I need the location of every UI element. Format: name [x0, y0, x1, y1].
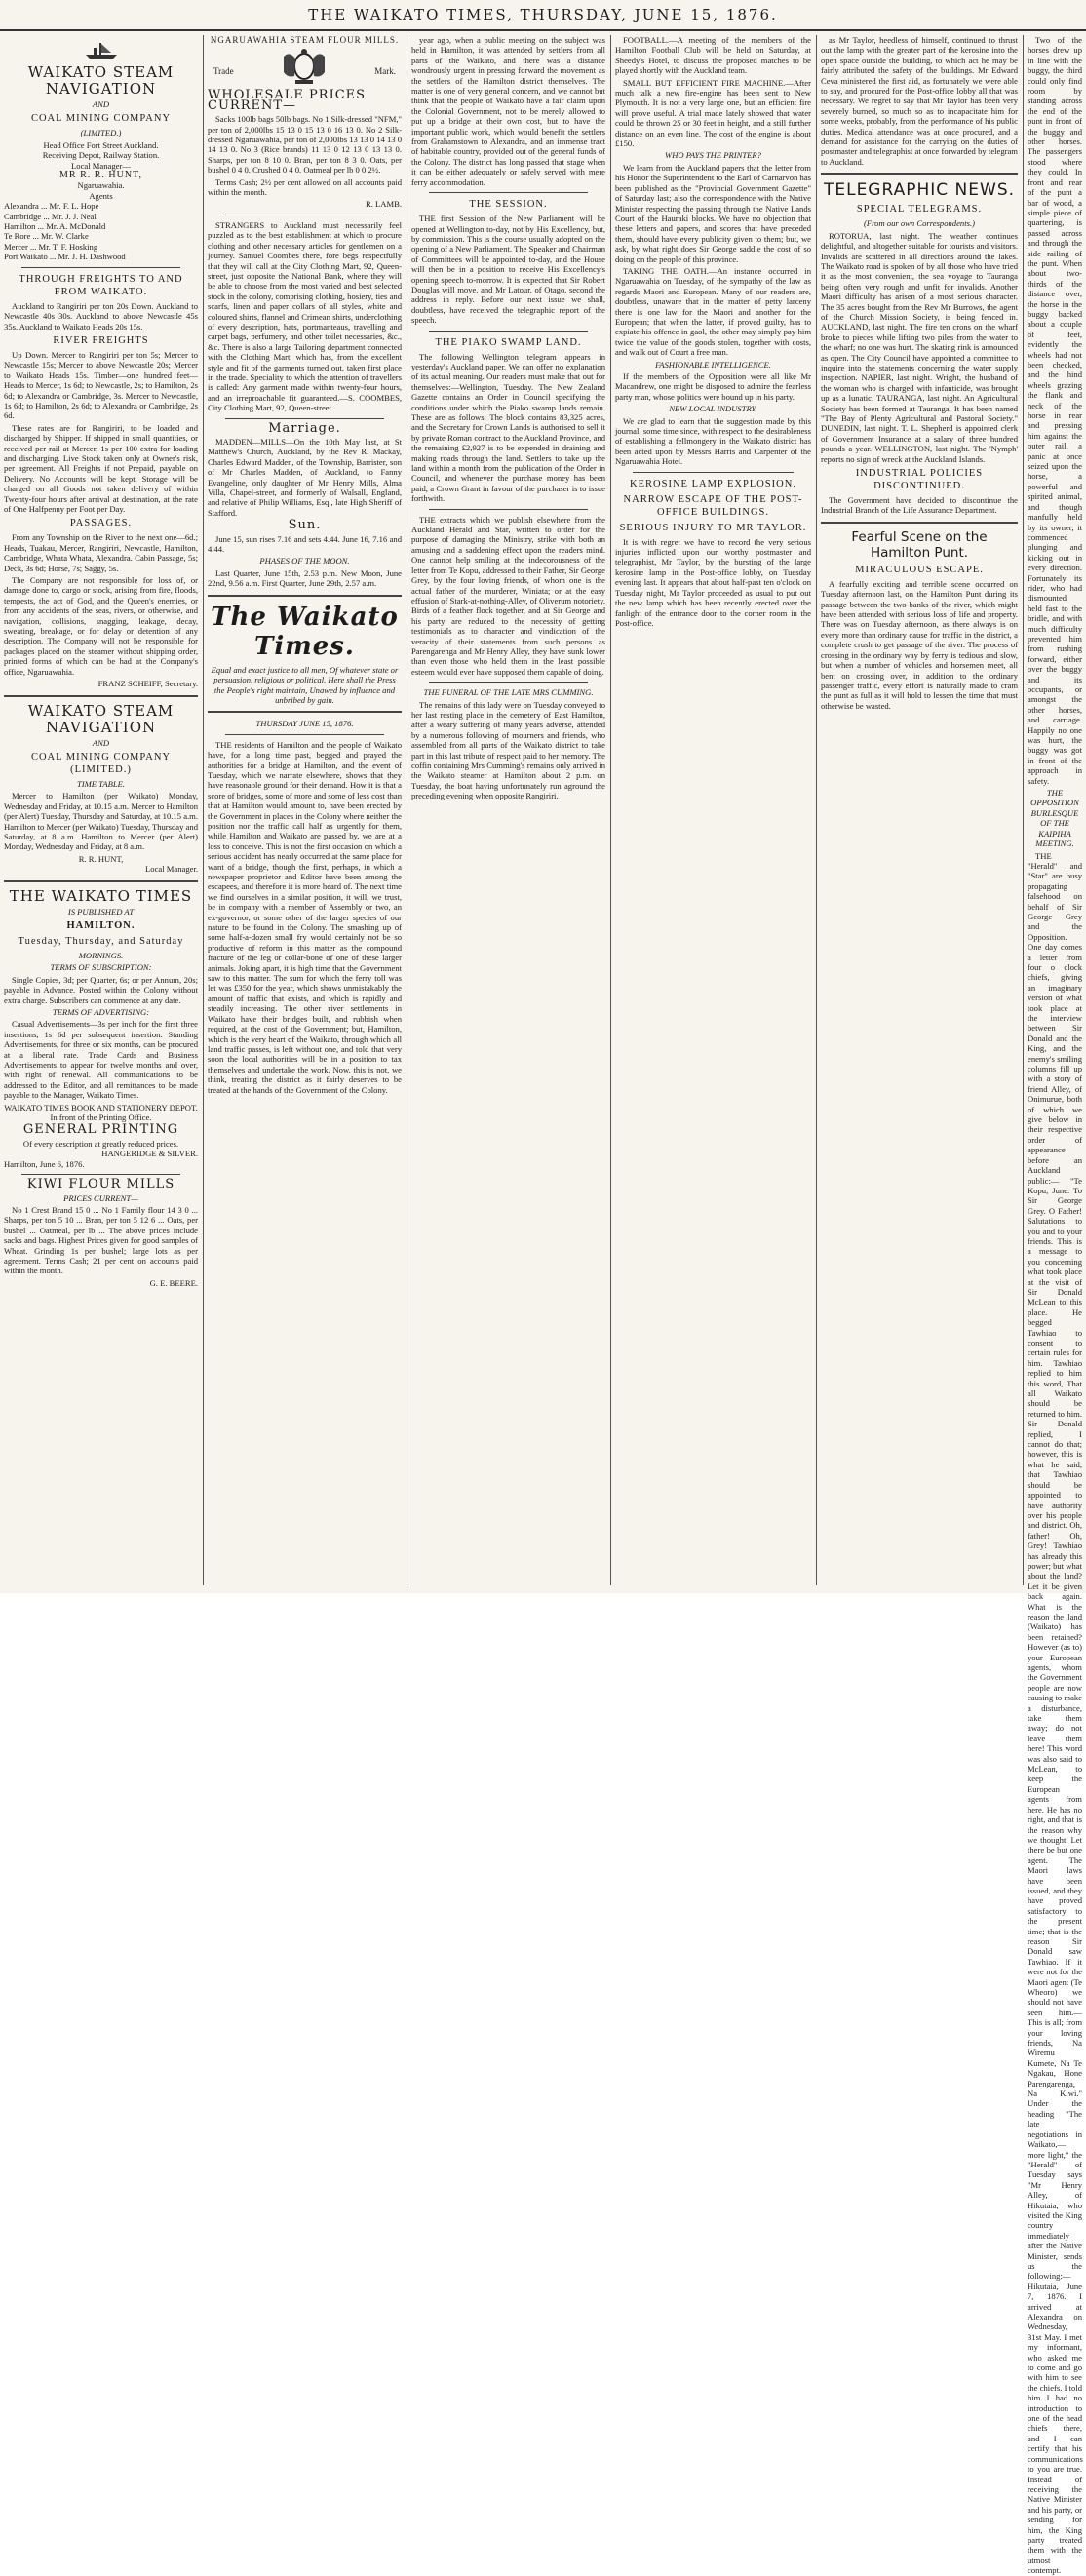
agent-list [4, 201, 198, 261]
paragraph: Casual Advertisements—3s per inch for the first three insertions, 1s 6d per subsequent insertion. Standing Advertisements, for three or six months, can be procured at a liberal rate. Trade Cards and Business Advertisements to appear for twelve months and over, with right of renewal. All communications to be addressed to the Editor, and all remittances to be made payable to the Manager, Waikato Times. [4, 1019, 198, 1101]
ad-heading: NGARUAWAHIA STEAM FLOUR MILLS. [210, 35, 400, 45]
signature: FRANZ SCHEIFF, Secretary. [97, 679, 198, 689]
motto: Equal and exact justice to all men, Of whatever state or persuasion, religious or political. Here shall the Press the People's right maintain, Unawed by influence and unbribed by gain. [211, 664, 399, 705]
signature: HANGERIDGE & SILVER. [101, 1149, 198, 1159]
paragraph: Terms Cash; 2½ per cent allowed on all accounts paid within the month. [208, 176, 402, 198]
divider [633, 472, 794, 473]
list-item: Mercer ... Mr. T. F. Hosking [4, 241, 98, 252]
divider [821, 173, 1018, 175]
section-heading: WHO PAYS THE PRINTER? [665, 150, 761, 161]
paragraph: A fearfully exciting and terrible scene occurred on Tuesday afternoon last, on the Hamilton Punt during its passage between the two banks of the river, which might have been attended with serious loss of life and property. There was on Tuesday afternoon, as there always is on every more than ordinary cause for traffic in the district, a complete crush to get passage of the river. The process of crossing in the ordinary way by ferry is tedious and slow, but when a number of vehicles and horsemen meet, all bent on crossing over, in addition to the ordinary passenger traffic, every effort is naturally made to cram the punt as full as it will hold to lessen the time that must otherwise be wasted. [821, 578, 1018, 711]
ad-text: AND [92, 737, 110, 748]
paragraph: SMALL BUT EFFICIENT FIRE MACHINE.—After much talk a new fire-engine has been sent to New Plymouth. It is not a very large one, but an efficient fire will prove useful. A trial made lately showed that water could be thrown 25 or 30 feet in height, and a still further distance on an even line. The cost of the engine is about £150. [615, 77, 811, 149]
paragraph: The Government have decided to discontinue the Industrial Branch of the Life Assurance Department. [821, 495, 1018, 516]
ad-heading: COAL MINING COMPANY [30, 113, 172, 125]
signature: G. E. BEERE. [149, 1277, 198, 1288]
ad-text: Trade [213, 66, 234, 77]
section-heading: Fearful Scene on the Hamilton Punt. [851, 528, 988, 561]
section-heading: THROUGH FREIGHTS TO AND FROM WAIKATO. [19, 273, 183, 297]
divider [4, 880, 198, 882]
column-rule [610, 35, 611, 1585]
divider [21, 1174, 180, 1175]
ad-text: In front of the Printing Office. [50, 1112, 152, 1123]
signature: R. R. HUNT, [78, 853, 124, 864]
divider [429, 682, 588, 683]
ad-text: Receiving Depot, Railway Station. [42, 150, 160, 161]
issue-date: THURSDAY JUNE 15, 1876. [255, 719, 354, 729]
ad-heading: HAMILTON. [66, 919, 136, 931]
coat-of-arms-icon [276, 47, 332, 86]
section-heading: PASSAGES. [69, 518, 133, 529]
ad-text: Agents [89, 190, 113, 201]
ad-heading: WHOLESALE PRICES CURRENT— [208, 88, 367, 113]
section-heading: FASHIONABLE INTELLIGENCE. [655, 359, 771, 370]
section-heading: Sun. [288, 518, 322, 533]
ad-text: Tuesday, Thursday, and Saturday [18, 935, 184, 947]
column-1 [4, 35, 198, 1585]
ad-text: (LIMITED.) [80, 128, 122, 138]
paragraph: MADDEN—MILLS—On the 10th May last, at St Matthew's Church, Auckland, by the Rev R. Mackay, Charles Edward Madden, of the Township, Barrister, son of Mr Charles Madden, of Auckland, to Fanny Evangeline, only daughter of Mr Henry Mills, Alma Villa, Chapel-street, and formerly of Walsall, England, and relative of Philip Williams, Esq., late High Sheriff of Stafford. [208, 437, 402, 518]
paragraph: Up Down. Mercer to Rangiriri per ton 5s; Mercer to Newcastle 15s; Mercer to above Newcastle 20s; Mercer to Waikato Heads 15s. Timber—one hundred feet—Heads to Mercer, 1s 6d; to Newcastle, 2s; to Hamilton, 2s 6d; to Alexandra or Cambridge, 3s. Mercer to Newcastle, 1s 6d; to Hamilton, 2s 6d; to Alexandra or Cambridge, 2s 6d. [4, 349, 198, 421]
ad-heading: THE WAIKATO TIMES [9, 886, 193, 905]
divider [208, 595, 402, 597]
paragraph: THE first Session of the New Parliament will be opened at Wellington to-day, not by His Excellency, but, by commission. This is the course usually adopted on the opening of a New Parliament. The Speaker and Chairman of Committees will be appointed to-day, and the House will then be in a position to receive His Excellency's opening speech to-morrow. It is expected that Sir Robert Douglas will move, and Mr Latour, of Otago, second the address in reply. Before our next issue we shall, doubtless, have received the telegraphic report of the speech. [411, 214, 605, 326]
divider [821, 522, 1018, 524]
paragraph: as Mr Taylor, heedless of himself, continued to thrust out the lamp with the greater part of the kerosine into the open space outside the building, to which act he may be fairly attributed the safety of the buildings. Mr Edward Ceva ministered the first aid, as fortunately we were able to say, and procured for the Post-office lobby all that was necessary. We regret to say that Mr Taylor has been very severely burned, so much so as to incapacitate him for some weeks, probably, from the performance of his public duties. Medical attendance was at once procured, and a demand for assistance for the carrying on the duties of postmaster and telegraphist at once forwarded by telegram to Auckland. [821, 35, 1018, 167]
section-subheading: MIRACULOUS ESCAPE. [855, 564, 984, 575]
ad-text: Of every description at greatly reduced prices. [22, 1138, 179, 1149]
paragraph: It is with regret we have to record the very serious injuries inflicted upon our worthy postmaster and telegraphist, Mr Taylor, by the bursting of the large kerosine lamp in the Post-office lobby, on Tuesday evening last. It appears that about half-past ten o'clock on Tuesday night, Mr Taylor proceeded as usual to put out the new lamp which has been recently erected over the fanlight of the entrance door to the corner room in the Post-office. [615, 536, 811, 628]
divider [429, 331, 588, 332]
signature: Local Manager. [145, 864, 198, 875]
section-subheading: (From our own Correspondents.) [864, 218, 975, 229]
column-4 [615, 35, 811, 1585]
section-heading: THE PIAKO SWAMP LAND. [435, 336, 582, 348]
ad-heading: WAIKATO STEAM NAVIGATION [27, 701, 175, 736]
column-3 [411, 35, 605, 1585]
divider [429, 192, 588, 193]
section-heading: TERMS OF SUBSCRIPTION: [50, 962, 152, 973]
paragraph: The Company are not responsible for loss of, or damage done to, cargo or stock, arising from fire, floods, tempests, the act of God, and the Queen's enemies, or from any accidents of the seas, rivers, or otherwise, and navigation, collisions, snagging, leakage, decay, sweating, breakage, or for delay or detention of any description. The Company will not be responsible for packages placed on the steamer without shipping order, printed forms of which can be had at the Company's office, Ngaruawahia. [4, 575, 198, 677]
ad-heading: GENERAL PRINTING [22, 1122, 179, 1138]
section-heading: PRICES CURRENT— [63, 1192, 138, 1203]
column-6 [1028, 35, 1083, 2576]
paragraph: ROTORUA, last night. The weather continues delightful, and altogether suitable for tourists and visitors. Invalids are scattered in all directions around the lakes. The Waikato road is spoken of by all those who have tried it as the most convenient, the sea voyage to Tauranga being often very rough and unfit for invalids. Another Maori difficulty has arisen of a most serious character. The 35 acres bought from the Rev Mr Burrows, the agent of the Church Mission Society, is being fenced in. AUCKLAND, last night. The fire ten crons on the wharf broke to pieces while lifting two piles from the water to the wharf; no one was hurt. The skating rink is announced as open. The City Council have appointed a committee to inquire into the statements concerning the water supply inspection. NAPIER, last night. Wright, the husband of the woman who is charged with infanticide, was brought up as a lunatic. TAURANGA, last night. An Agricultural Society has been formed at Tauranga. It has been named "The Bay of Plenty Agricultural and Pastoral Society." DUNEDIN, last night. T. L. Shepherd is appointed clerk of Government Insurance at a salary of three hundred pounds a year. WELLINGTON, last night. The 'Nymph' reports no sign of wreck at the Auckland Islands. [821, 230, 1018, 464]
paragraph: We learn from the Auckland papers that the letter from his Honor the Superintendent to the Earl of Carnarvon has been published as the "Provincial Government Gazette" of Saturday last; also the correspondence with the Native Minister respecting the passing through the Native Lands Court of the Hauraki blocks. We have no objection that these letters and papers, and scores that have preceded them, should have every publicity given to them; but, we ask, by what right does Sir George saddle the cost of so doing on the people of this province. [615, 162, 811, 264]
ship-emblem-icon [82, 39, 121, 60]
section-heading: Marriage. [268, 420, 341, 436]
paragraph: Single Copies, 3d; per Quarter, 6s; or per Annum, 20s; payable in Advance. Posted within the Colony without extra charge. Subscribers can commence at any date. [4, 974, 198, 1005]
paragraph: The following Wellington telegram appears in yesterday's Auckland paper. We can offer no explanation of its actual meaning. Our readers must make that out for themselves:—Wellington, Tuesday. The New Zealand Gazette contains an Order in Council specifying the conditions under which the Piako swamp lands remain. These are as follows: The block contains 83,325 acres, and the Secretary for Crown Lands is authorised to sell it by private Roman contract to the Auckland Province, and the remaining £2,927 is to be expended in draining and making roads through the land. Settlers to take up the land within a month from the publication of the Order in Council, and whenever the purchase money has been paid, a Crown Grant in favour of the purchaser is to issue forthwith. [411, 351, 605, 504]
section-heading: THE FUNERAL OF THE LATE MRS CUMMING. [423, 687, 594, 698]
section-subheading: SPECIAL TELEGRAMS. [856, 204, 983, 215]
column-2 [208, 35, 402, 1585]
divider [429, 509, 588, 510]
ad-text: Mark. [374, 66, 396, 77]
paragraph: From any Township on the River to the next one—6d.; Heads, Tuakau, Mercer, Rangiriri, Newcastle, Hamilton, Cambridge, Whata Whata, Alexandra. Cabin Passage, 5s; Deck, 3s 6d; Horse, 7s; Saggy, 5s. [4, 532, 198, 573]
ad-heading: KIWI FLOUR MILLS [26, 1177, 175, 1192]
masthead [0, 0, 1086, 31]
list-item: Alexandra ... Mr. F. L. Hope [4, 201, 99, 212]
ad-text: MORNINGS. [78, 950, 124, 960]
paragraph: No 1 Crest Brand 15 0 ... No 1 Family flour 14 3 0 ... Sharps, per ton 5 10 ... Bran, per ton 5 12 6 ... Oats, per bushel ... Oatmeal, per lb ... The above prices include sacks and bags. Highest Prices given for good samples of Wheat. Grinding 1s per bushel; large lots as per agreement. Terms Cash; 21 per cent on accounts paid within the month. [4, 1204, 198, 1276]
section-heading: THE OPPOSITION BURLESQUE OF THE KAIPIHA MEETING. [1030, 788, 1079, 849]
divider [225, 418, 384, 419]
paragraph: Last Quarter, June 15th, 2.53 p.m. New Moon, June 22nd, 9.56 a.m. First Quarter, June 29th, 2.57 a.m. [208, 567, 402, 589]
paragraph: THE residents of Hamilton and the people of Waikato have, for a long time past, begged and prayed the authorities for a bridge at Hamilton, and the event of Tuesday, which we narrate elsewhere, shows that they have reasonable ground for their demand. How it is that a score of bridges, some of more and some of less cost than that at Hamilton would amount to, have been erected by the Government in places in the Colony where neither the position nor the traffic call half as urgently for them, while Hamilton and Waikato are passed by, we are at a loss to conceive. This is not the first occasion on which a serious accident has nearly occurred at the same place for want of a bridge, though the first, perhaps, in which a newspaper proprietor and Editor have been among the escapees, and therefore it is more heard of. The next time we find ourselves in a similar position, it will, we trust, be in company with a member of Assembly or two, an ex-governor, or some other of the larger species of our nature to be found in the Colony. The smashing up of some half-a-dozen small fry would certainly not be so productive of reform in this matter as the compound fracture of the leg or collar-bone of one of these larger animals. Joking apart, it is high time that the Government saw to this matter. The sum for which the ferry toll was let was £350 for the year, which shows unmistakably the amount of traffic that exists, and which is rapidly and steadily increasing. The other river settlements in Waikato have their bridges built, and rubbish when required, at the cost of the Government; but, Hamilton, which is the very heart of the Waikato, through which all land traffic passes, is left without one, and told that very soon the local authorities will be in a position to tax themselves and undertake the work. Now, this is not, we think, treating the district as it fairly deserves to be treated at the hands of the Government of the Colony. [208, 739, 402, 1095]
section-heading: TELEGRAPHIC NEWS. [823, 180, 1016, 201]
divider [225, 734, 384, 735]
list-item: Te Rore ... Mr. W. Clarke [4, 231, 89, 242]
paragraph: THE "Herald" and "Star" are busy propagating falsehood on behalf of Sir George Grey and the Opposition. One day comes a letter from four o clock chiefs, giving an imaginary version of what took place at the interview between Sir Donald and the King, and the enemy's smiling columns fill up with a story of friend Alley, of Onimurue, both of which we give below in their respective order of appearance before an Auckland public:— "Te Kopu, June. To Sir George Grey. O Father! Salutations to you and to your friends. This is a message to you concerning what took place at the visit of Sir Donald McLean to this place. He begged Tawhiao to consent to certain rules for him. Tawhiao replied to him this word, That all Waikato should be returned to him. Sir Donald replied, I cannot do that; however, this is what he said, that Tawhiao should be appointed to have authority over his people and district. Oh, father! Oh, Grey! Tawhiao has already this power; but what about the land? Let it be given back again. What is the reason the land (Waikato) has been retained? However (as to) your European agents, whom the Government people are now causing to make a disturbance, take them away; do not leave them here! This word was also said to McLean, to keep the European agents from here. He has no right, and that is the reason why we thought. Let there be but one agent. The Maori laws have been issued, and they have proved satisfactory to the present time; that is the reason Sir Donald saw Tawhiao. If it were not for the Maori agent (Te Wheoro) we should not have seen him.—This is all; from your loving friends, Na Wiremu Kumete, Na Te Ngakau, Hone Parengarenga, Na Kiwi." Under the heading "The late negotiations in Waikato,—more light," the "Herald" of Tuesday says "Mr Henry Alley, of Hikutaia, who visited the King country immediately after the Native Minister, sends us the following:—Hikutaia, June 7, 1876. I arrived at Alexandra on Wednesday, 31st May. I met my informant, who asked me to come and go with him to see the chiefs. I told him I had no introduction to one of the head chiefs there, and I can certify that his communications to you are true. Instead of receiving the Native Minister and his party, or sending for him, the King party treated them with the utmost contempt. [1028, 850, 1083, 2576]
ad-heading: WAIKATO STEAM NAVIGATION [27, 63, 175, 98]
column-rule [816, 35, 817, 1585]
paragraph: Sacks 100lb bags 50lb bags. No 1 Silk-dressed "NFM," per ton of 2,000lbs 15 13 0 15 13 0 16 13 0. No 2 Silk-dressed Ngaruawahia, per ton of 2,000lbs 13 13 0 14 13 0 14 13 0. No 3 (Rice brands) 11 13 0 12 13 0 13 13 0. Sharps, per ton 8 10 0. Bran, per ton 8 3 0. Oats, per bushel 0 4 0. Crushed 0 4 0. Oatmeal per lb 0 0 2½. [208, 114, 402, 176]
paragraph: We are glad to learn that the suggestion made by this journal, some time since, with respect to the desirableness of establishing a fellmongery in the Waikato district has been acted upon by Messrs Harris and Carpenter of the Ngaruawahia Hotel. [615, 415, 811, 467]
ad-text: Ngaruawahia. [77, 180, 125, 191]
divider [21, 267, 180, 268]
signature: R. LAMB. [365, 199, 402, 210]
ad-text: IS PUBLISHED AT [67, 906, 135, 917]
section-heading: INDUSTRIAL POLICIES DISCONTINUED. [855, 468, 984, 492]
ad-text: Hamilton, June 6, 1876. [4, 1158, 85, 1169]
paragraph: FOOTBALL.—A meeting of the members of the Hamilton Football Club will be held on Saturday, at Sheedy's Hotel, to discuss the proposed matches to be played shortly with the Auckland team. [615, 35, 811, 76]
section-heading: RIVER FREIGHTS [53, 334, 149, 346]
paragraph: TAKING THE OATH.—An instance occurred in Ngaruawahia on Tuesday, of the sympathy of the law as regards Maori and European. Many of our readers are, doubtless, unaware that in the matter of petty larceny there is one law for the Maori and another for the European; that when the latter, if proved guilty, has to expiate his offence in gaol, the other may simply pay him twice the value of the goods stolen, together with costs, and walk out of Court a free man. [615, 265, 811, 358]
ad-heading: COAL MINING COMPANY (LIMITED.) [30, 751, 172, 775]
divider [208, 711, 402, 713]
section-heading: NEW LOCAL INDUSTRY. [669, 404, 757, 414]
section-heading: PHASES OF THE MOON. [259, 556, 350, 566]
column-5 [821, 35, 1018, 1585]
section-subheading: NARROW ESCAPE OF THE POST-OFFICE BUILDINGS. [623, 493, 803, 518]
list-item: Cambridge ... Mr. J. J. Neal [4, 211, 97, 221]
ad-text: AND [92, 99, 110, 109]
section-heading: TERMS OF ADVERTISING: [52, 1007, 150, 1017]
section-subheading: SERIOUS INJURY TO MR TAYLOR. [619, 522, 807, 533]
ad-text: TIME TABLE. [76, 778, 125, 789]
paragraph: If the members of the Opposition were all like Mr Macandrew, one might be disposed to admire the fearless party man, whose politics were bound up in his party. [615, 371, 811, 402]
paragraph: June 15, sun rises 7.16 and sets 4.44. June 16, 7.16 and 4.44. [208, 533, 402, 555]
list-item: Hamilton ... Mr. A. McDonald [4, 221, 106, 232]
ad-heading: WAIKATO TIMES BOOK AND STATIONERY DEPOT. [4, 1102, 198, 1112]
ad-text: Head Office Fort Street Auckland. [43, 139, 159, 150]
list-item: Port Waikato ... Mr. J. H. Dashwood [4, 252, 126, 262]
section-heading: THE SESSION. [469, 199, 548, 211]
ad-text: MR R. R. HUNT, [59, 170, 142, 181]
paragraph: The remains of this lady were on Tuesday conveyed to her last resting place in the cemetery of East Hamilton, after a weary suffering of many years adverse, attended by a numerous following of mourners and friends, who assembled from all parts of the Waikato district to take part in this last tribute of respect paid to her memory. The coffin containing Mrs Cumming's remains only arrived in the Waikato steamer at Hamilton about 2 p.m. on Tuesday, the boat having unfortunately run aground the preceding evening when opposite Rangiriri. [411, 699, 605, 801]
masthead-title: THE WAIKATO TIMES, THURSDAY, JUNE 15, 1876. [308, 6, 778, 23]
paragraph: Mercer to Hamilton (per Waikato) Monday, Wednesday and Friday, at 10.15 a.m. Mercer to Hamilton (per Alert) Tuesday, Thursday and Saturday, at 10.15 a.m. Hamilton to Mercer (per Waikato) Tuesday, Thursday and Saturday, at 8 a.m. Hamilton to Mercer (per Alert) Monday, Wednesday and Friday, at 8 a.m. [4, 791, 198, 852]
column-rule [203, 35, 204, 1585]
paragraph: year ago, when a public meeting on the subject was held in Hamilton, it was attended by settlers from all parts of the Waikato, and there was a distance wondrously urgent in pressing forward the movement as the settlers of the Hamilton district themselves. The matter is one of very general concern, and we cannot but think that the people of Waikato have a fair claim upon the Colonial Government, not to be merely allowed to put up a bridge at their own cost, but to have the important public work, which would benefit the settlers from Grahamstown to Alexandra, and an immense tract of habitable country, provided out of the general funds of the Colony. The district has long passed that stage when it can be either adequately or safely served with mere ferry accommodation. [411, 35, 605, 187]
column-rule [1023, 35, 1024, 1585]
paragraph: Two of the horses drew up in line with the buggy, the third could only find room by standing across the end of the punt in front of the buggy and other horses. The passengers stood where they could. In front and rear of the punt a bar of wood, a simple piece of quartering, is passed across and through the side railing of the punt. When about two-thirds of the distance over, the horse in the buggy backed about a couple of feet, evidently the wheels had not been checked, and the hind wheels grazing the flank and neck of the horse in rear and pressing him against the outer rail, a panic at once seized upon the horse, a powerful and spirited animal, and though manfully held by its owner, it commenced plunging and kicking out in every direction. Fortunately its rider, who had dismounted held fast to the bridle, and with much difficulty prevented him from rushing forward, either over the buggy and its occupants, or amongst the other horses, and carriage. Happily no one was hurt, the buggy was got in front of the approach in safety. [1028, 35, 1082, 786]
ad-text: Local Manager— [71, 160, 131, 171]
trade-mark-block [208, 45, 402, 88]
newspaper-title: The Waikato Times. [211, 602, 399, 661]
paragraph: These rates are for Rangiriri, to be loaded and discharged by Shipper. If shipped in small quantities, or received per rail at Mercer, 1s per 100 extra for loading and discharging. Live Stock taken only at Owner's risk, per agreement. All Freights if not Prepaid, payable on Delivery. No Accounts will be kept. Storage will be charged on all Goods not taken delivery of within Twenty-four hours after arrival at destination, at the rate of One Halfpenny per Foot per Day. [4, 422, 198, 514]
paragraph: THE extracts which we publish elsewhere from the Auckland Herald and Star, written to order for the purpose of damaging the Ministry, strike with both an amusing and a saddening effect upon the readers mind. One cannot help smiling at the indecorousness of the letter from Te Kopu, addressed to their Father, Sir George Grey, by the four loving friends, of whom one is the actual father of the murderer, Winiata; or at the easy effusion of Stark-at-nothing-Alley, of Oliverum notoriety. Birds of a feather flock together, and at Sir George and his party are reduced to the necessity of getting testimonials as to character and vindication of the veracity of their statements from such persons as Parengarenga and Mr Henry Alley, they have sunk lower than even those who held them in the least possible esteem would ever have supposed them capable of doing. [411, 514, 605, 677]
section-heading: KEROSINE LAMP EXPLOSION. [630, 478, 796, 489]
paragraph: STRANGERS to Auckland must necessarily feel puzzled as to the best establishment at which to procure clothing and other necessary articles for gentlemen on a journey. Samuel Coombes there, fore begs respectfully that they will call at the City Clothing Mart, 92, Queen-street, just opposite the National Bank, where they will be able to choose from the most varied and best selected stock in the colony, comprising clothing, hosiery, ties and scarfs, linen and paper collars of all styles, white and coloured shirts, flannel and Crimean shirts, underclothing of every description, hats, portmanteaus, travelling and carpet bags, perfumery, and other toilet necessaries, &c., &c. There is also a large Tailoring department connected with the Clothing Mart, which has, from the excellent style and fit of the garments turned out, taken first place in the trade. Speciality to which the attention of travellers is called: Any garment made within twenty-four hours, and an irreproachable fit guaranteed.—S. COOMBES, City Clothing Mart, 92, Queen-street. [208, 219, 402, 413]
paragraph: Auckland to Rangiriri per ton 20s Down. Auckland to Newcastle 40s 30s. Auckland to above Newcastle 45s 35s. Auckland to Waikato Heads 20s 15s. [4, 300, 198, 332]
divider [4, 695, 198, 697]
